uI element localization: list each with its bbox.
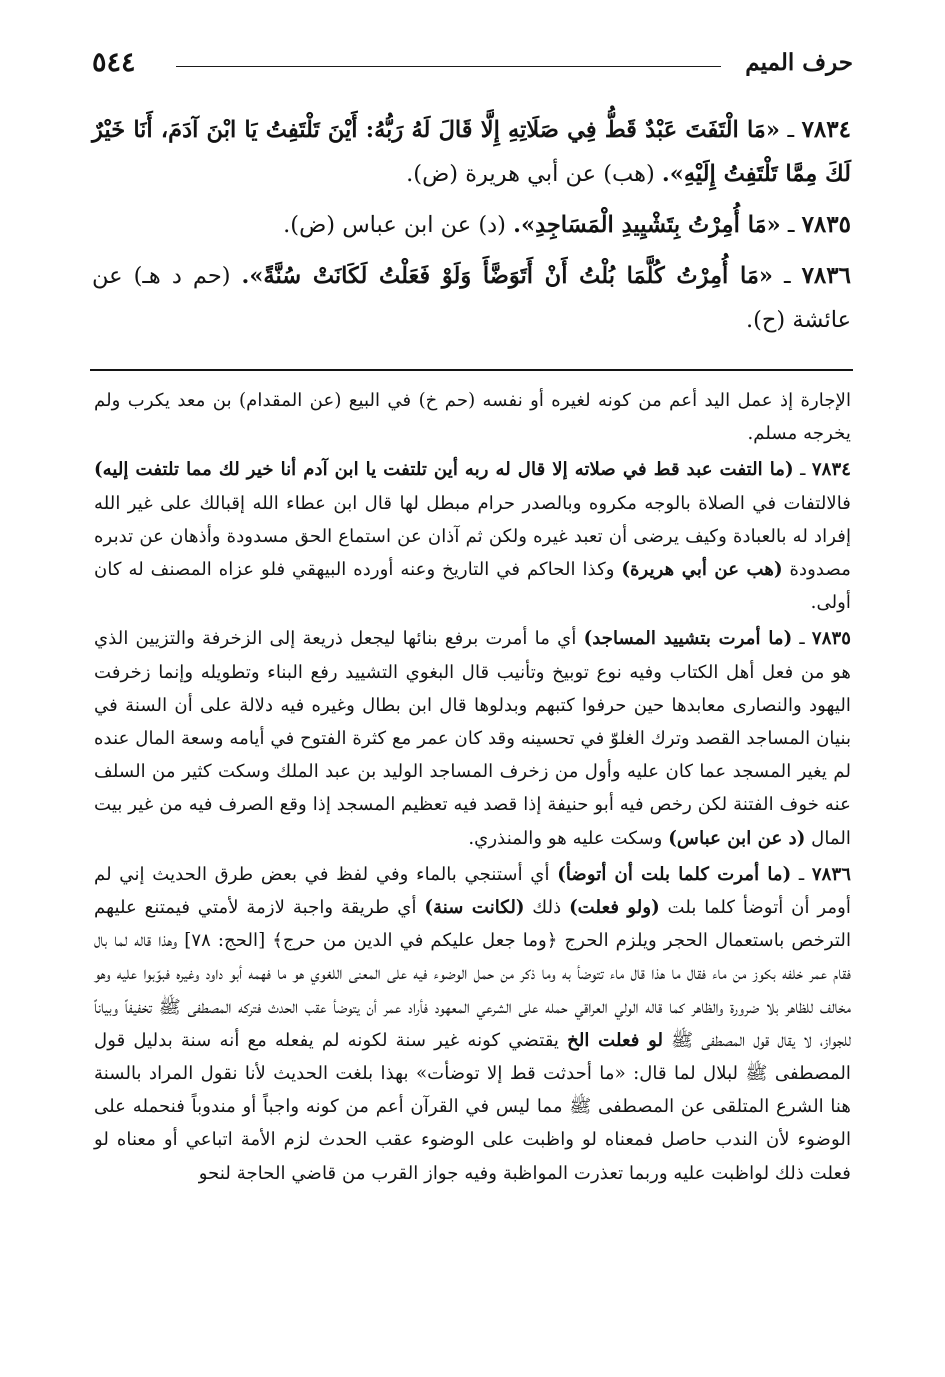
commentary-block — [94, 384, 851, 1193]
hadith-entry — [92, 254, 851, 342]
number-dash: ـ — [779, 117, 795, 143]
hadith-text: «مَا أُمِرْتُ بِتَشْيِيدِ الْمَسَاجِدِ». — [513, 212, 781, 238]
hadith-number: ٧٨٣٦ — [801, 262, 851, 289]
commentary-text: وكذا الحاكم في التاريخ وعنه أورده البيهقي فلو عزاه المصنف له كان أولى. — [94, 559, 851, 614]
commentary-text: أي ما أمرت برفع بنائها ليجعل ذريعة إلى الزخرفة والتزيين الذي هو من فعل أهل الكتاب وفيه نوع توبيخ وتأنيب قال البغوي التشييد رفع البناء وتطويله وإنما زخرفت اليهود والنصارى معابدها حين حرفوا كتبهم وبدلوها قال ابن بطال وغيره فيه دلالة على أن السنة في بنيان المساجد القصد وترك الغلوّ في تحسينه وقد كان عمر مع كثرة الفتوح في أيامه وسعة المال عنده لم يغير المسجد عما كان عليه وأول من زخرف المساجد الوليد بن عبد الملك وسكت كثير من السلف عنه خوف الفتنة لكن رخص فيه أبو حنيفة إذا قصد فيه تعظيم المسجد إذا وقع الصرف فيه من غير بيت المال — [94, 628, 852, 849]
hadith-source: (هب) عن أبي هريرة (ض). — [406, 161, 655, 187]
commentary-paragraph — [94, 622, 851, 854]
commentary-lemma: لو فعلت الخ — [567, 1029, 664, 1051]
hadith-number: ٧٨٣٤ — [801, 116, 851, 143]
commentary-text: وسكت عليه هو والمنذري. — [468, 827, 663, 849]
hadith-source: (حم د هـ) عن عائشة (ح). — [92, 263, 851, 333]
commentary-text: ذلك — [532, 897, 562, 919]
running-header — [92, 44, 853, 80]
hadith-text: «مَا أُمِرْتُ كُلَّمَا بُلْتُ أَنْ أَتَوَضَّأَ وَلَوْ فَعَلْتُ لَكَانَتْ سُنَّةً». — [241, 263, 773, 289]
number-dash: ـ — [772, 263, 791, 289]
footnote-separator — [90, 369, 853, 371]
commentary-paragraph — [94, 858, 851, 1190]
hadith-text: «مَا الْتَفَتَ عَبْدٌ قَطُّ فِي صَلَاتِهِ إِلَّا قَالَ لَهُ رَبُّهُ: أَيْنَ تَلْتَفِتُ يَا ابْنَ آدَمَ، أَنَا خَيْرٌ لَكَ مِمَّا تَلْتَفِتُ إِلَيْهِ». — [92, 117, 851, 187]
commentary-text: يقتضي كونه غير سنة لكونه لم يفعله مع أنه سنة بدليل قول المصطفى ﷺ لبلال لما قال: «ما أحدثت قط إلا توضأت» بهذا بلغت الحديث لأنا نقول المراد بالسنة هنا الشرع المتلقى عن المصطفى ﷺ مما ليس في القرآن أعم من كونه واجباً أو مندوباً فنحمله على الوضوء لأن الندب حاصل فمعناه لو واظبت على الوضوء عقب الحدث لزم الأمة اتباعي أو معناه لو فعلت ذلك لواظبت عليه وربما تعذرت المواظبة وفيه جواز القرب من قاضي الحاجة لنحو — [94, 1029, 851, 1184]
commentary-lemma: (ما أمرت كلما بلت أن أتوضأ) — [557, 863, 792, 885]
commentary-lemma: (ما أمرت بتشييد المساجد) — [583, 628, 793, 650]
commentary-number: ٧٨٣٦ — [811, 863, 851, 885]
commentary-number: ٧٨٣٥ — [811, 628, 851, 650]
number-dash: ـ — [791, 863, 805, 885]
section-title: حرف الميم — [745, 49, 853, 76]
hadith-number: ٧٨٣٥ — [801, 211, 851, 238]
number-dash: ـ — [792, 628, 805, 650]
header-rule — [176, 66, 721, 67]
hadith-entry — [92, 108, 851, 196]
commentary-number: ٧٨٣٤ — [811, 459, 851, 481]
commentary-paragraph — [94, 384, 851, 450]
hadith-entry — [92, 203, 851, 247]
commentary-text: الإجارة إذ عمل اليد أعم من كونه لغيره أو نفسه (حم خ) في البيع (عن المقدام) بن معد يكرب ولم يخرجه مسلم. — [94, 390, 851, 445]
commentary-source: (هب عن أبي هريرة) — [621, 559, 783, 581]
number-dash: ـ — [793, 459, 806, 481]
commentary-text: أي أستنجي بالماء وفي لفظ في بعض طرق الحديث إني لم أومر أن أتوضأ كلما بلت — [94, 863, 851, 919]
commentary-text: أي طريقة واجبة لازمة لأمتي فيمتنع عليهم الترخص باستعمال الحجر ويلزم الحرج ﴿وما جعل عليكم في الدين من حرج﴾ [الحج: ٧٨] وهذا قاله لما بال فقام عمر خلفه بكوز من ماء فقال ما هذا قال ماء تتوضأ به وما ذكر من حمل الوضوء فيه على المعنى اللغوي هو ما فهمه أبو داود وغيره فبوّبوا عليه وهو مخالف للظاهر بلا ضرورة والظاهر كما قاله الولي العراقي حمله على الشرعي المعهود فأراد عمر أن يتوضأ عقب الحدث فتركه المصطفى ﷺ تخفيفاً وبياناً للجواز، لا يقال قول المصطفى ﷺ — [94, 897, 851, 1051]
hadith-source: (د) عن ابن عباس (ض). — [283, 212, 506, 238]
number-dash: ـ — [780, 212, 795, 238]
commentary-lemma: (لكانت سنة) — [424, 897, 525, 919]
commentary-lemma: (ولو فعلت) — [569, 897, 660, 919]
commentary-text: فالالتفات في الصلاة بالوجه مكروه وبالصدر حرام مبطل لها قال ابن عطاء الله إقبالك على غير الله إفراد له بالعبادة وكيف يرضى أن تعبد غيره ولكن ثم آذان عن استماع الحق مسدودة وأذهان عن تدبره مصدودة — [94, 492, 851, 581]
page-number: ٥٤٤ — [92, 47, 136, 78]
hadith-text-block — [92, 108, 851, 349]
commentary-lemma: (ما التفت عبد قط في صلاته إلا قال له ربه أين تلتفت يا ابن آدم أنا خير لك مما تلتفت إليه) — [94, 459, 794, 481]
commentary-source: (د عن ابن عباس) — [668, 827, 806, 849]
commentary-paragraph — [94, 453, 851, 619]
